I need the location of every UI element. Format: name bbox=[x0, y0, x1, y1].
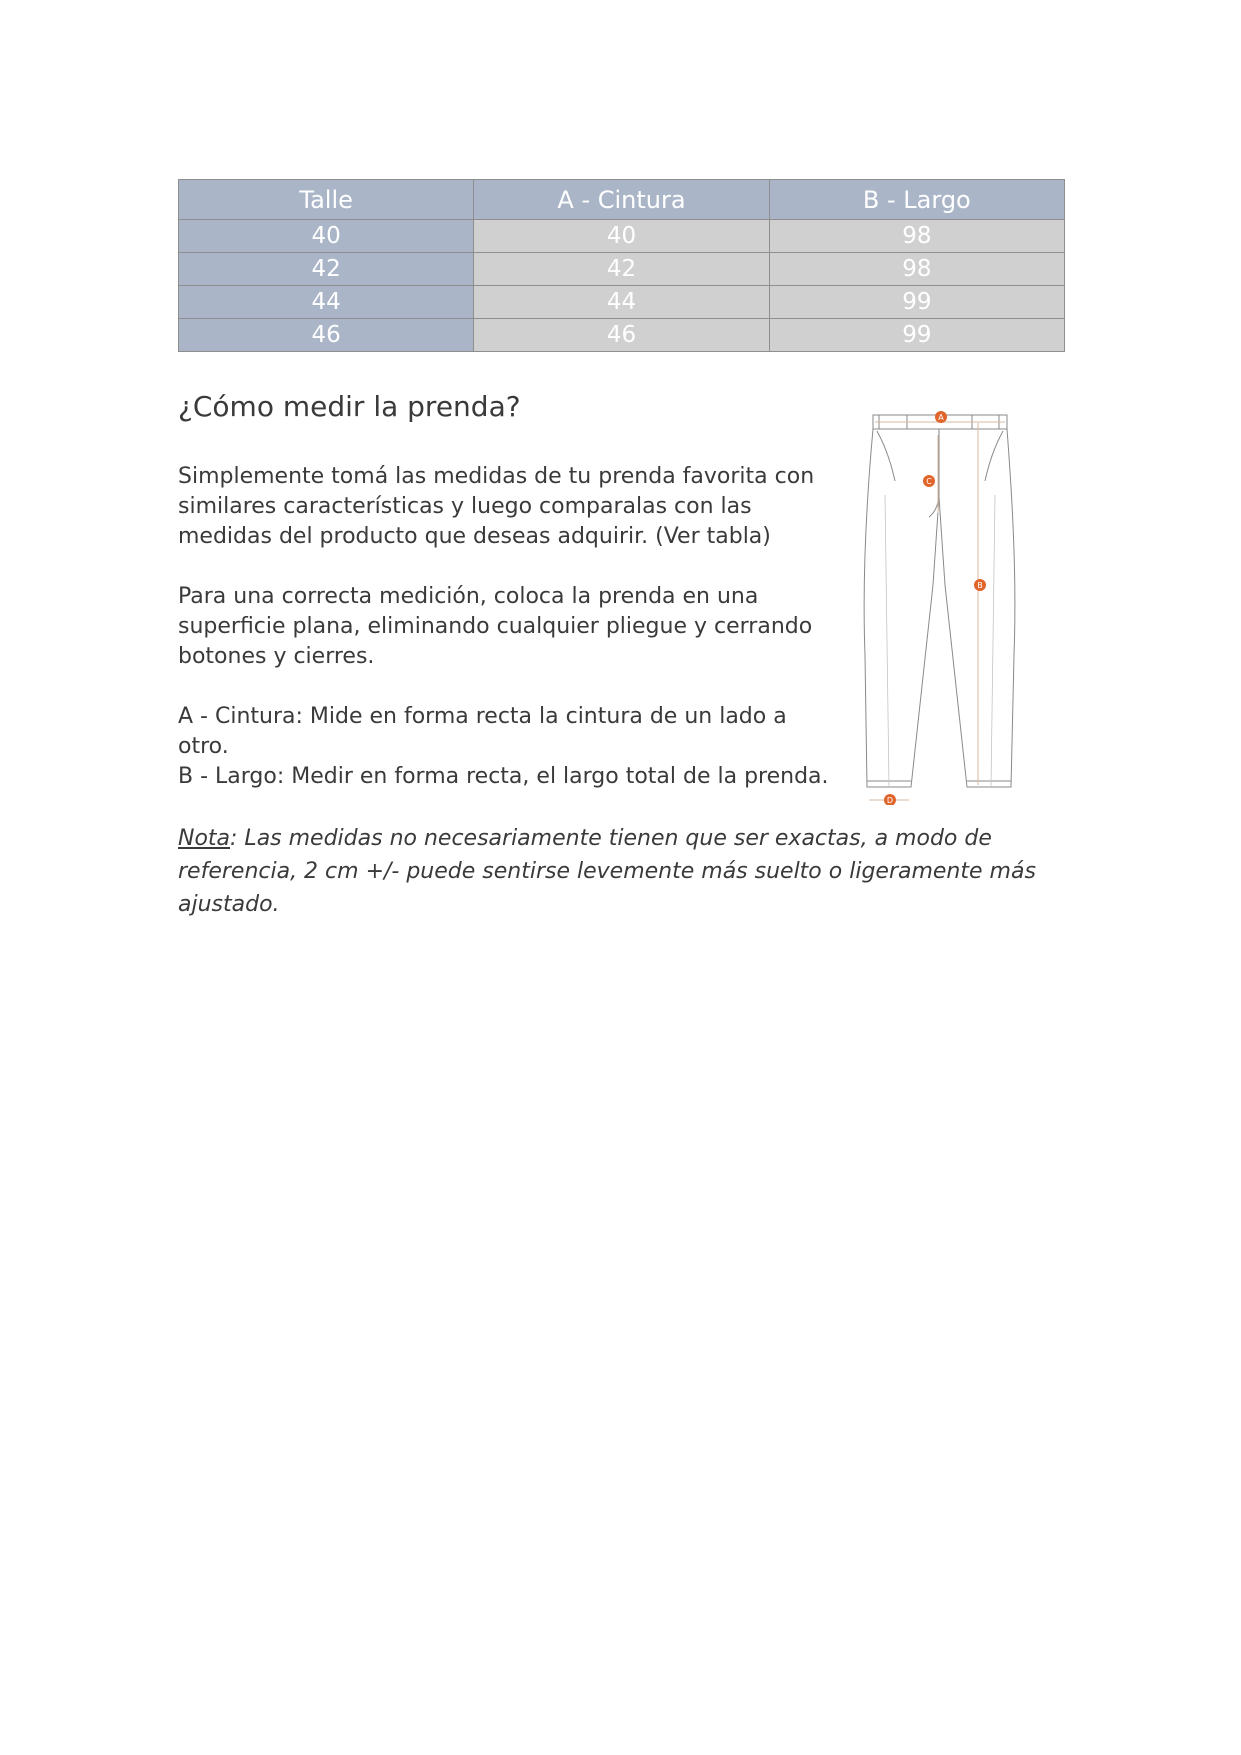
size-table bbox=[178, 179, 1065, 352]
cell-talle: 44 bbox=[179, 286, 474, 319]
marker-c bbox=[923, 475, 935, 487]
cell-cintura: 40 bbox=[474, 220, 769, 253]
table-header-row bbox=[179, 180, 1065, 220]
header-cintura: A - Cintura bbox=[474, 180, 769, 220]
marker-c-label: C bbox=[926, 477, 932, 486]
cintura-description: A - Cintura: Mide en forma recta la cintura de un lado a otro. bbox=[178, 704, 787, 759]
marker-b-label: B bbox=[977, 581, 983, 590]
cell-largo: 99 bbox=[769, 319, 1064, 352]
largo-description: B - Largo: Medir en forma recta, el largo total de la prenda. bbox=[178, 764, 829, 789]
table-row bbox=[179, 286, 1065, 319]
intro-paragraph: Simplemente tomá las medidas de tu prenda favorita con similares características y luego comparalas con las medidas del producto que deseas adquirir. (Ver tabla) bbox=[178, 464, 815, 549]
cell-talle: 42 bbox=[179, 253, 474, 286]
note-text: : Las medidas no necesariamente tienen que ser exactas, a modo de referencia, 2 cm +/- puede sentirse levemente más suelto o ligeramente más ajustado. bbox=[178, 826, 1036, 917]
note-label: Nota bbox=[178, 826, 231, 851]
section-heading: ¿Cómo medir la prenda? bbox=[178, 390, 521, 423]
marker-b bbox=[974, 579, 986, 591]
cell-talle: 40 bbox=[179, 220, 474, 253]
note-paragraph bbox=[178, 822, 1068, 921]
cell-cintura: 46 bbox=[474, 319, 769, 352]
cell-largo: 98 bbox=[769, 253, 1064, 286]
instructions-paragraph: Para una correcta medición, coloca la prenda en una superficie plana, eliminando cualquier pliegue y cerrando botones y cierres. bbox=[178, 584, 813, 669]
trousers-diagram bbox=[845, 405, 1035, 805]
table-row bbox=[179, 253, 1065, 286]
table-row bbox=[179, 220, 1065, 253]
cell-talle: 46 bbox=[179, 319, 474, 352]
cell-cintura: 42 bbox=[474, 253, 769, 286]
marker-a bbox=[935, 411, 947, 423]
marker-a-label: A bbox=[938, 413, 944, 422]
table-row bbox=[179, 319, 1065, 352]
header-largo: B - Largo bbox=[769, 180, 1064, 220]
cell-largo: 99 bbox=[769, 286, 1064, 319]
cell-largo: 98 bbox=[769, 220, 1064, 253]
marker-d-label: D bbox=[886, 796, 894, 805]
cell-cintura: 44 bbox=[474, 286, 769, 319]
header-talle: Talle bbox=[179, 180, 474, 220]
marker-d bbox=[884, 794, 896, 805]
